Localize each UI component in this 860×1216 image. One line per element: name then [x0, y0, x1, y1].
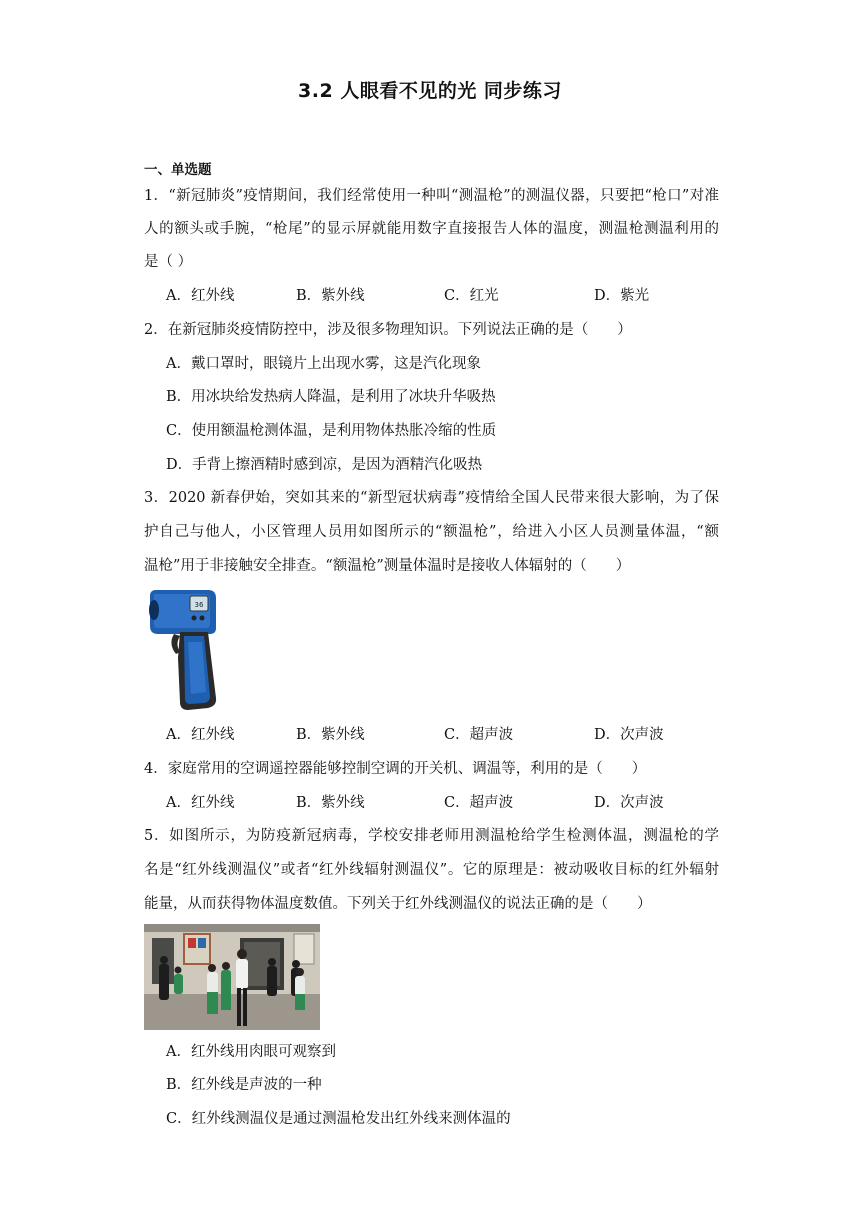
- question-3-option-b: B．紫外线: [296, 727, 365, 743]
- question-5-line-3: 能量，从而获得物体温度数值。下列关于红外线测温仪的说法正确的是（ ）: [144, 896, 652, 912]
- question-5-line-1: 5．如图所示，为防疫新冠病毒，学校安排老师用测温枪给学生检测体温，测温枪的学: [144, 828, 719, 844]
- question-1-line-1: 1．“新冠肺炎”疫情期间，我们经常使用一种叫“测温枪”的测温仪器，只要把“枪口”对准: [144, 188, 719, 204]
- question-5-line-2: 名是“红外线测温仪”或者“红外线辐射测温仪”。它的原理是：被动吸收目标的红外辐射: [144, 862, 719, 878]
- question-5-option-c: C．红外线测温仪是通过测温枪发出红外线来测体温的: [166, 1111, 511, 1127]
- question-3-option-a: A．红外线: [166, 727, 235, 743]
- question-1-option-a: A．红外线: [166, 288, 235, 304]
- infrared-thermometer-image: [144, 588, 224, 712]
- question-2-option-b: B．用冰块给发热病人降温，是利用了冰块升华吸热: [166, 389, 496, 405]
- question-5-option-b: B．红外线是声波的一种: [166, 1077, 322, 1093]
- question-3-line-2: 护自己与他人，小区管理人员用如图所示的“额温枪”，给进入小区人员测量体温，“额: [144, 524, 719, 540]
- question-1-option-d: D．紫光: [594, 288, 650, 304]
- question-4-option-b: B．紫外线: [296, 795, 365, 811]
- question-3-line-3: 温枪”用于非接触安全排查。“额温枪”测量体温时是接收人体辐射的（ ）: [144, 558, 631, 574]
- question-4-option-d: D．次声波: [594, 795, 664, 811]
- question-5-option-a: A．红外线用肉眼可观察到: [166, 1044, 336, 1060]
- question-1-line-2: 人的额头或手腕，“枪尾”的显示屏就能用数字直接报告人体的温度，测温枪测温利用的: [144, 221, 719, 237]
- question-3-option-d: D．次声波: [594, 727, 664, 743]
- question-2-option-c: C．使用额温枪测体温，是利用物体热胀冷缩的性质: [166, 423, 497, 439]
- question-2-option-a: A．戴口罩时，眼镜片上出现水雾，这是汽化现象: [166, 356, 481, 372]
- question-4-option-c: C．超声波: [444, 795, 514, 811]
- question-4-option-a: A．红外线: [166, 795, 235, 811]
- temperature-check-photo: [144, 924, 320, 1030]
- question-1-line-3: 是（ ）: [144, 254, 193, 270]
- question-2-line-1: 2．在新冠肺炎疫情防控中，涉及很多物理知识。下列说法正确的是（ ）: [144, 322, 632, 338]
- question-2-option-d: D．手背上擦酒精时感到凉，是因为酒精汽化吸热: [166, 457, 483, 473]
- question-1-option-b: B．紫外线: [296, 288, 365, 304]
- question-1-option-c: C．红光: [444, 288, 499, 304]
- question-4-line-1: 4．家庭常用的空调遥控器能够控制空调的开关机、调温等，利用的是（ ）: [144, 761, 647, 777]
- svg-text:36: 36: [194, 601, 204, 609]
- section-heading: 一、单选题: [144, 162, 212, 178]
- question-3-line-1: 3．2020 新春伊始，突如其来的“新型冠状病毒”疫情给全国人民带来很大影响，为了保: [144, 490, 719, 506]
- question-3-option-c: C．超声波: [444, 727, 514, 743]
- page-title: 3.2 人眼看不见的光 同步练习: [298, 80, 562, 102]
